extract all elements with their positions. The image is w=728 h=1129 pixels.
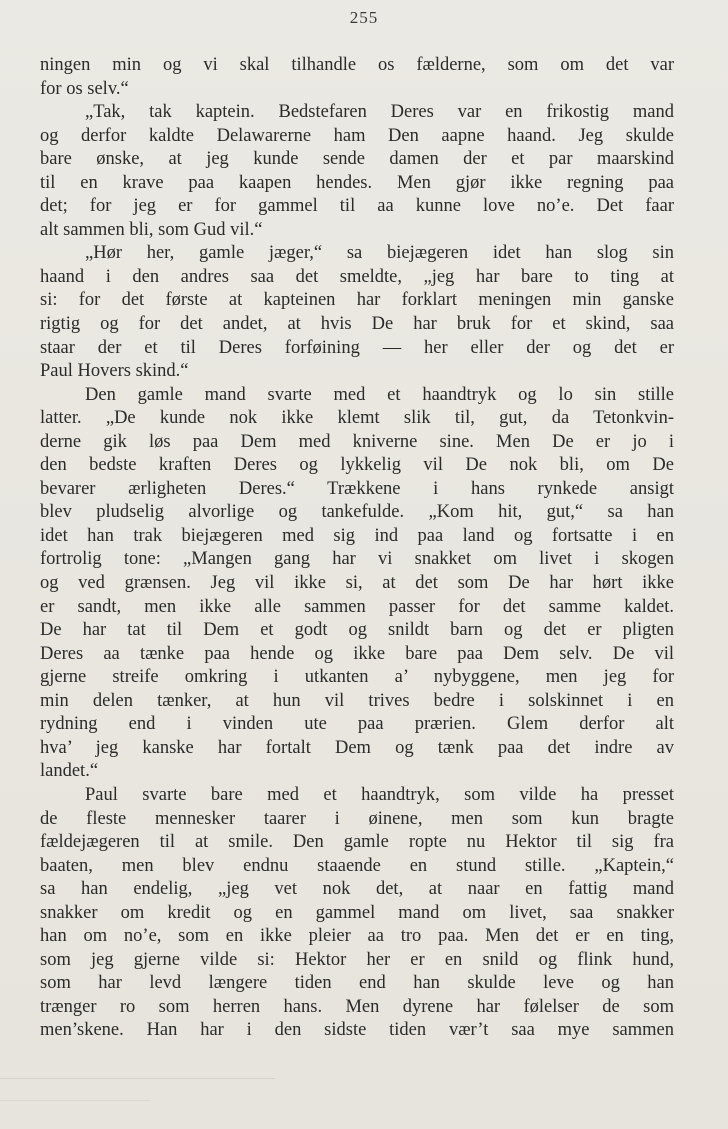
text-line: Deres aa tænke paa hende og ikke bare paa Dem selv. De vil	[40, 643, 674, 664]
text-line: rigtig og for det andet, at hvis De har bruk for et skind, saa	[40, 314, 674, 335]
text-line: det; for jeg er for gammel til aa kunne love no’e. Det faar	[40, 196, 674, 217]
page-number: 255	[349, 8, 379, 27]
text-line: fortrolig tone: „Mangen gang har vi snakket om livet i skogen	[40, 549, 674, 570]
text-line: er sandt, men ikke alle sammen passer for det samme kaldet.	[40, 596, 674, 617]
text-line: som har levd længere tiden end han skulde leve og han	[40, 973, 674, 994]
text-line: derne gik løs paa Dem med kniverne sine. Men De er jo i	[40, 431, 674, 452]
text-line: staar der et til Deres forføining — her eller der og det er	[40, 337, 674, 358]
text-line: alt sammen bli, som Gud vil.“	[40, 219, 263, 240]
text-line: og derfor kaldte Delawarerne ham Den aapne haand. Jeg skulde	[40, 125, 674, 146]
text-line: bare ønske, at jeg kunde sende damen der et par maarskind	[40, 149, 674, 170]
text-line: „Tak, tak kaptein. Bedstefaren Deres var en frikostig mand	[85, 102, 674, 123]
text-line: De har tat til Dem et godt og snildt barn og det er pligten	[40, 620, 674, 641]
text-line: sa han endelig, „jeg vet nok det, at naar en fattig mand	[40, 879, 674, 900]
text-line: blev pludselig alvorlige og tankefulde. „Kom hit, gut,“ sa han	[40, 502, 674, 523]
text-line: hva’ jeg kanske har fortalt Dem og tænk paa det indre av	[40, 737, 674, 758]
text-line: fældejægeren til at smile. Den gamle ropte nu Hektor til sig fra	[40, 832, 674, 853]
text-line: og ved grænsen. Jeg vil ikke si, at det som De har hørt ikke	[40, 573, 674, 594]
text-line: haand i den andres saa det smeldte, „jeg har bare to ting at	[40, 266, 674, 287]
text-line: „Hør her, gamle jæger,“ sa biejægeren idet han slog sin	[85, 243, 674, 264]
text-line: ningen min og vi skal tilhandle os fælderne, som om det var	[40, 55, 674, 75]
text-line: til en krave paa kaapen hendes. Men gjør ikke regning paa	[40, 172, 674, 193]
text-line: baaten, men blev endnu staaende en stund stille. „Kaptein,“	[40, 855, 674, 876]
page-edge-mark	[0, 1078, 275, 1079]
text-line: Paul Hovers skind.“	[40, 361, 189, 382]
text-line: den bedste kraften Deres og lykkelig vil De nok bli, om De	[40, 455, 674, 476]
text-line: gjerne streife omkring i utkanten a’ nybyggene, men jeg for	[40, 667, 674, 688]
body-text	[40, 54, 674, 1043]
text-line: men’skene. Han har i den sidste tiden vær’t saa mye sammen	[40, 1020, 674, 1041]
text-line: han om no’e, som en ikke pleier aa tro paa. Men det er en ting,	[40, 926, 674, 947]
text-line: min delen tænker, at hun vil trives bedre i solskinnet i en	[40, 690, 674, 711]
text-line: snakker om kredit og en gammel mand om livet, saa snakker	[40, 902, 674, 923]
text-line: for os selv.“	[40, 78, 129, 99]
text-line: bevarer ærligheten Deres.“ Trækkene i hans rynkede ansigt	[40, 478, 674, 499]
text-line: landet.“	[40, 761, 99, 782]
text-line: som jeg gjerne vilde si: Hektor her er en snild og flink hund,	[40, 949, 674, 970]
page-edge-mark	[0, 1100, 150, 1101]
text-line: Paul svarte bare med et haandtryk, som vilde ha presset	[85, 784, 674, 805]
text-line: Den gamle mand svarte med et haandtryk og lo sin stille	[85, 384, 674, 405]
text-line: trænger ro som herren hans. Men dyrene har følelser de som	[40, 996, 674, 1017]
text-line: idet han trak biejægeren med sig ind paa land og fortsatte i en	[40, 525, 674, 546]
text-line: de fleste mennesker taarer i øinene, men som kun bragte	[40, 808, 674, 829]
text-line: latter. „De kunde nok ikke klemt slik til, gut, da Tetonkvin-	[40, 408, 674, 429]
text-line: si: for det første at kapteinen har forklart meningen min ganske	[40, 290, 674, 311]
text-line: rydning end i vinden ute paa prærien. Glem derfor alt	[40, 714, 674, 735]
